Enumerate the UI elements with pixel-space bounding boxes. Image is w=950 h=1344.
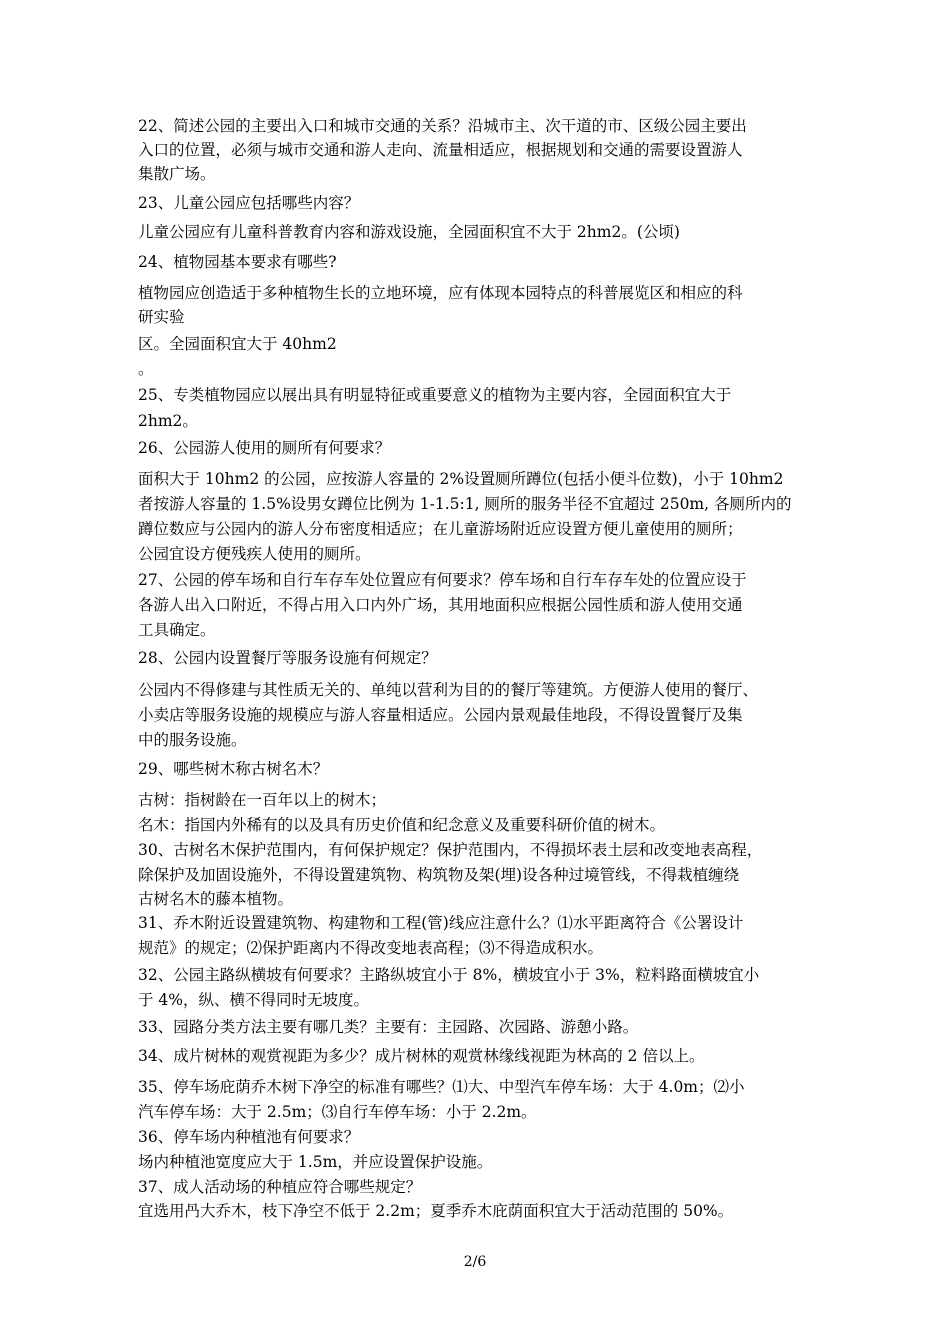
text-line: 场内种植池宽度应大于 1.5m，并应设置保护设施。 bbox=[138, 1153, 493, 1171]
text-line: 23、儿童公园应包括哪些内容？ bbox=[138, 194, 360, 212]
text-line: 34、成片树林的观赏视距为多少？成片树林的观赏林缘线视距为林高的 2 倍以上。 bbox=[138, 1047, 705, 1065]
text-line: 26、公园游人使用的厕所有何要求？ bbox=[138, 439, 391, 457]
text-line: 各游人出入口附近，不得占用入口内外广场，其用地面积应根据公园性质和游人使用交通 bbox=[138, 596, 743, 614]
text-line: 。 bbox=[138, 360, 154, 378]
text-line: 汽车停车场：大于 2.5m；⑶自行车停车场：小于 2.2m。 bbox=[138, 1103, 537, 1121]
text-line: 27、公园的停车场和自行车存车处位置应有何要求？停车场和自行车存车处的位置应设于 bbox=[138, 571, 747, 589]
text-line: 33、园路分类方法主要有哪几类？主要有：主园路、次园路、游憩小路。 bbox=[138, 1018, 639, 1036]
text-line: 儿童公园应有儿童科普教育内容和游戏设施，全园面积宜不大于 2hm2。(公顷) bbox=[138, 223, 680, 241]
page-number: 2/6 bbox=[463, 1254, 487, 1270]
text-line: 入口的位置，必须与城市交通和游人走向、流量相适应，根据规划和交通的需要设置游人 bbox=[138, 141, 743, 159]
text-line: 者按游人容量的 1.5%设男女蹲位比例为 1-1.5:1, 厕所的服务半径不宜超过 250m, 各厕所内的 bbox=[138, 495, 792, 513]
text-line: 古树：指树龄在一百年以上的树木； bbox=[138, 791, 387, 809]
text-line: 规范》的规定；⑵保护距离内不得改变地表高程；⑶不得造成积水。 bbox=[138, 939, 604, 957]
text-line: 29、哪些树木称古树名木？ bbox=[138, 760, 329, 778]
text-line: 面积大于 10hm2 的公园，应按游人容量的 2%设置厕所蹲位(包括小便斗位数)，小于 10hm2 bbox=[138, 470, 784, 488]
text-line: 32、公园主路纵横坡有何要求？主路纵坡宜小于 8%，横坡宜小于 3%，粒料路面横坡宜小 bbox=[138, 966, 760, 984]
text-line: 22、简述公园的主要出入口和城市交通的关系？沿城市主、次干道的市、区级公园主要出 bbox=[138, 117, 747, 135]
text-line: 36、停车场内种植池有何要求？ bbox=[138, 1128, 360, 1146]
text-line: 公园内不得修建与其性质无关的、单纯以营利为目的的餐厅等建筑。方便游人使用的餐厅、 bbox=[138, 681, 759, 699]
text-line: 24、植物园基本要求有哪些? bbox=[138, 253, 337, 271]
text-line: 2hm2。 bbox=[138, 412, 198, 430]
text-line: 除保护及加固设施外，不得设置建筑物、构筑物及架(埋)设各种过境管线，不得栽植缠绕 bbox=[138, 866, 740, 884]
text-line: 研实验 bbox=[138, 308, 185, 326]
text-line: 25、专类植物园应以展出具有明显特征或重要意义的植物为主要内容，全园面积宜大于 bbox=[138, 386, 732, 404]
text-line: 30、古树名木保护范围内，有何保护规定？保护范围内，不得损坏表土层和改变地表高程， bbox=[138, 841, 763, 859]
text-line: 小卖店等服务设施的规模应与游人容量相适应。公园内景观最佳地段，不得设置餐厅及集 bbox=[138, 706, 743, 724]
text-line: 植物园应创造适于多种植物生长的立地环境，应有体现本园特点的科普展览区和相应的科 bbox=[138, 284, 743, 302]
text-line: 区。全园面积宜大于 40hm2 bbox=[138, 335, 337, 353]
text-line: 集散广场。 bbox=[138, 165, 216, 183]
text-line: 28、公园内设置餐厅等服务设施有何规定？ bbox=[138, 649, 437, 667]
text-line: 宜选用冎大乔木，枝下净空不低于 2.2m；夏季乔木庇荫面积宜大于活动范围的 50%。 bbox=[138, 1202, 734, 1220]
text-line: 古树名木的藤本植物。 bbox=[138, 890, 294, 908]
text-line: 公园宜设方便残疾人使用的厕所。 bbox=[138, 545, 371, 563]
text-line: 工具确定。 bbox=[138, 621, 216, 639]
text-line: 37、成人活动场的种植应符合哪些规定？ bbox=[138, 1178, 422, 1196]
text-line: 名木：指国内外稀有的以及具有历史价值和纪念意义及重要科研价值的树木。 bbox=[138, 816, 666, 834]
text-line: 于 4%，纵、横不得同时无坡度。 bbox=[138, 991, 370, 1009]
text-line: 中的服务设施。 bbox=[138, 731, 247, 749]
text-line: 35、停车场庇荫乔木树下净空的标准有哪些？⑴大、中型汽车停车场：大于 4.0m；⑵小 bbox=[138, 1078, 745, 1096]
text-line: 蹲位数应与公园内的游人分布密度相适应；在儿童游场附近应设置方便儿童使用的厕所； bbox=[138, 520, 743, 538]
text-line: 31、乔木附近设置建筑物、构建物和工程(管)线应注意什么？⑴水平距离符合《公署设计 bbox=[138, 914, 744, 932]
